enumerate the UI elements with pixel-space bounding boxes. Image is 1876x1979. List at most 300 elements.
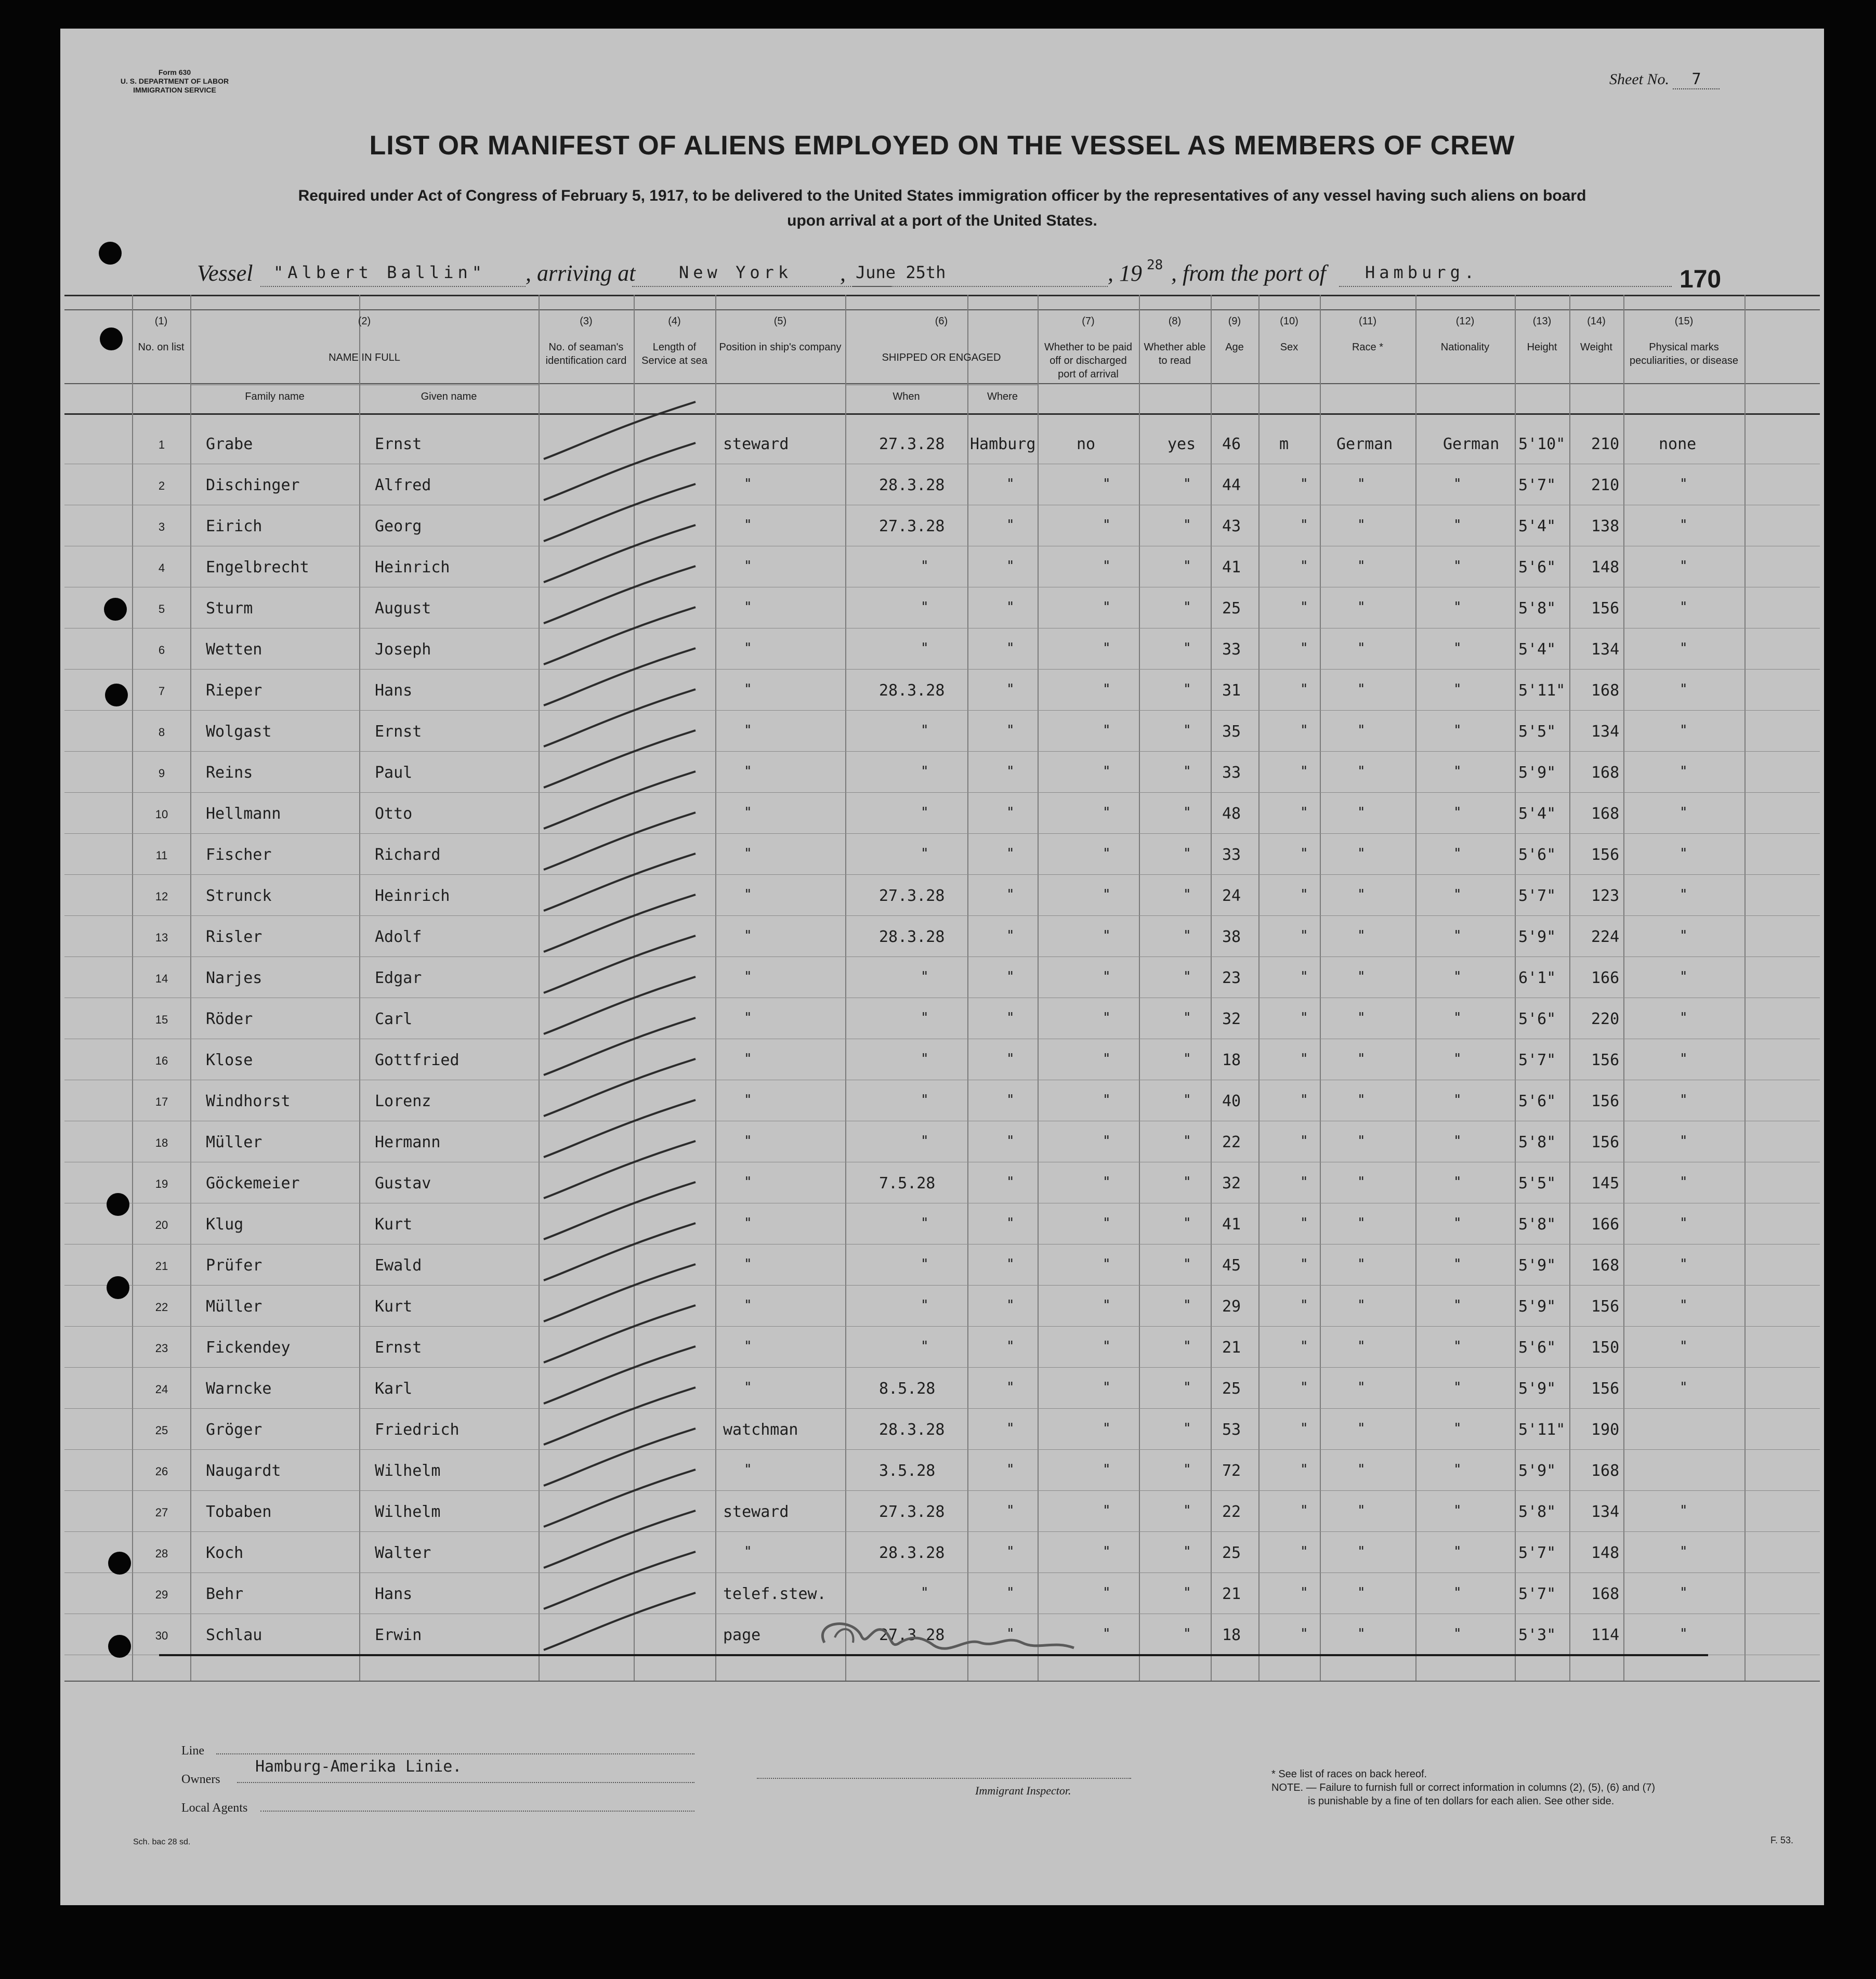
- cell-position: ": [744, 1215, 752, 1231]
- column-subheader: When: [893, 391, 920, 402]
- row-number: 19: [155, 1177, 168, 1190]
- column-number: (12): [1455, 316, 1475, 327]
- cell-nationality: ": [1453, 887, 1462, 902]
- column-header: Height: [1527, 342, 1557, 353]
- cell-height: 5'9": [1518, 928, 1556, 946]
- cell-when: 8.5.28: [879, 1380, 936, 1398]
- column-subheader: Family name: [245, 391, 305, 402]
- cell-nationality: ": [1453, 476, 1462, 492]
- cell-position: ": [744, 1339, 752, 1354]
- column-subheader: Given name: [421, 391, 477, 402]
- cell-age: 21: [1222, 1585, 1241, 1603]
- cell-paid-off: ": [1103, 805, 1111, 820]
- cell-height: 5'4": [1518, 640, 1556, 659]
- cell-when: ": [921, 1051, 929, 1067]
- cell-paid-off: ": [1103, 1133, 1111, 1149]
- cell-marks: ": [1680, 558, 1688, 574]
- cell-nationality: ": [1453, 723, 1462, 738]
- cell-position: ": [744, 1298, 752, 1313]
- cell-when: ": [921, 969, 929, 985]
- cell-position: ": [744, 1380, 752, 1395]
- cell-age: 32: [1222, 1010, 1241, 1028]
- column-number: (11): [1358, 316, 1377, 327]
- from-port-label: , from the port of: [1171, 260, 1326, 286]
- cell-position: steward: [723, 1503, 789, 1521]
- cell-age: 46: [1222, 435, 1241, 453]
- cell-read: ": [1183, 558, 1191, 574]
- column-number: (8): [1168, 316, 1182, 327]
- column-number: (15): [1674, 316, 1694, 327]
- cell-where: ": [1006, 1503, 1015, 1518]
- cell-given: Ernst: [375, 435, 422, 453]
- cell-paid-off: ": [1103, 1544, 1111, 1559]
- cell-weight: 210: [1591, 435, 1620, 453]
- cell-marks: ": [1680, 846, 1688, 861]
- arrival-port: New York: [679, 263, 793, 282]
- cell-age: 24: [1222, 887, 1241, 905]
- cell-given: Edgar: [375, 969, 422, 987]
- cell-where: ": [1006, 928, 1015, 943]
- cell-sex: ": [1300, 1215, 1308, 1231]
- column-header: Nationality: [1440, 342, 1490, 353]
- cell-weight: 156: [1591, 599, 1620, 618]
- row-number: 8: [158, 726, 165, 739]
- cell-read: ": [1183, 1421, 1191, 1436]
- cell-position: steward: [723, 435, 789, 453]
- cell-nationality: ": [1453, 1051, 1462, 1067]
- cell-paid-off: ": [1103, 1503, 1111, 1518]
- cell-family: Grabe: [206, 435, 253, 453]
- schedule-note: Sch. bac 28 sd.: [133, 1838, 191, 1846]
- cell-race: ": [1357, 640, 1366, 656]
- cell-paid-off: ": [1103, 558, 1111, 574]
- row-number: 4: [158, 561, 165, 574]
- form-no-line: Form 630: [158, 68, 191, 76]
- punch-hole: [108, 1635, 131, 1658]
- cell-paid-off: ": [1103, 681, 1111, 697]
- cell-when: ": [921, 1298, 929, 1313]
- cell-position: ": [744, 1174, 752, 1190]
- column-header: Position in ship's company: [719, 342, 842, 353]
- cell-height: 6'1": [1518, 969, 1556, 987]
- cell-sex: ": [1300, 1503, 1308, 1518]
- cell-read: ": [1183, 640, 1191, 656]
- cell-read: ": [1183, 1626, 1191, 1642]
- cell-height: 5'8": [1518, 1503, 1556, 1521]
- cell-family: Narjes: [206, 969, 263, 987]
- cell-paid-off: ": [1103, 1626, 1111, 1642]
- cell-given: Heinrich: [375, 558, 450, 576]
- cell-family: Göckemeier: [206, 1174, 300, 1192]
- cell-height: 5'9": [1518, 1380, 1556, 1398]
- cell-family: Röder: [206, 1010, 253, 1028]
- cell-when: ": [921, 723, 929, 738]
- column-number: (2): [358, 316, 371, 327]
- row-number: 23: [155, 1342, 168, 1355]
- vessel-name: "Albert Ballin": [273, 263, 486, 282]
- cell-family: Hellmann: [206, 805, 281, 823]
- cell-where: ": [1006, 764, 1015, 779]
- cell-family: Müller: [206, 1298, 263, 1316]
- cell-when: 28.3.28: [879, 1544, 945, 1562]
- cell-age: 33: [1222, 640, 1241, 659]
- cell-paid-off: ": [1103, 476, 1111, 492]
- cell-nationality: ": [1453, 1462, 1462, 1477]
- cell-age: 41: [1222, 1215, 1241, 1234]
- cell-given: Alfred: [375, 476, 431, 494]
- punch-hole: [107, 1193, 129, 1216]
- row-number: 12: [155, 890, 168, 903]
- inspector-signature: [804, 1606, 1095, 1663]
- cell-read: ": [1183, 1215, 1191, 1231]
- cell-where: ": [1006, 1626, 1015, 1642]
- sheet-number: [1609, 70, 1720, 89]
- cell-position: ": [744, 805, 752, 820]
- cell-weight: 148: [1591, 1544, 1620, 1562]
- arrival-date: June 25th: [856, 263, 946, 282]
- cell-family: Behr: [206, 1585, 244, 1603]
- cell-paid-off: ": [1103, 969, 1111, 985]
- cell-age: 38: [1222, 928, 1241, 946]
- cell-sex: ": [1300, 928, 1308, 943]
- row-number: 20: [155, 1218, 168, 1231]
- cell-nationality: ": [1453, 1298, 1462, 1313]
- cell-race: ": [1357, 1215, 1366, 1231]
- cell-marks: ": [1680, 1174, 1688, 1190]
- cell-where: ": [1006, 1585, 1015, 1601]
- cell-race: ": [1357, 1626, 1366, 1642]
- cell-given: Gottfried: [375, 1051, 460, 1069]
- column-number: (10): [1280, 316, 1298, 327]
- year-suffix: 28: [1147, 257, 1163, 273]
- cell-race: ": [1357, 1339, 1366, 1354]
- cell-nationality: ": [1453, 805, 1462, 820]
- cell-position: ": [744, 517, 752, 533]
- column-header: Whether to be paid off or discharged port of arrival: [1044, 342, 1132, 380]
- cell-height: 5'3": [1518, 1626, 1556, 1644]
- cell-position: ": [744, 558, 752, 574]
- cell-given: Paul: [375, 764, 413, 782]
- cell-race: ": [1357, 1462, 1366, 1477]
- cell-nationality: ": [1453, 1626, 1462, 1642]
- cell-paid-off: ": [1103, 1298, 1111, 1313]
- cell-sex: ": [1300, 1174, 1308, 1190]
- cell-marks: ": [1680, 723, 1688, 738]
- cell-where: ": [1006, 1339, 1015, 1354]
- cell-height: 5'9": [1518, 1298, 1556, 1316]
- punch-hole: [107, 1276, 129, 1299]
- cell-height: 5'9": [1518, 1462, 1556, 1480]
- cell-given: Kurt: [375, 1215, 413, 1234]
- cell-weight: 168: [1591, 1585, 1620, 1603]
- comma-1: ,: [840, 260, 846, 286]
- cell-read: ": [1183, 846, 1191, 861]
- cell-family: Wolgast: [206, 723, 272, 741]
- cell-read: ": [1183, 1133, 1191, 1149]
- cell-marks: ": [1680, 681, 1688, 697]
- cell-weight: 134: [1591, 723, 1620, 741]
- cell-height: 5'11": [1518, 681, 1566, 700]
- cell-where: ": [1006, 640, 1015, 656]
- cell-when: 27.3.28: [879, 1626, 945, 1644]
- cell-paid-off: ": [1103, 1174, 1111, 1190]
- row-number: 15: [155, 1013, 168, 1026]
- cell-nationality: ": [1453, 517, 1462, 533]
- cell-read: ": [1183, 1298, 1191, 1313]
- form-number: [107, 68, 242, 95]
- cell-marks: ": [1680, 1585, 1688, 1601]
- cell-marks: ": [1680, 1298, 1688, 1313]
- cell-family: Koch: [206, 1544, 244, 1562]
- cell-family: Engelbrecht: [206, 558, 309, 576]
- cell-where: ": [1006, 723, 1015, 738]
- row-number: 13: [155, 931, 168, 944]
- row-number: 6: [158, 644, 165, 657]
- cell-age: 29: [1222, 1298, 1241, 1316]
- cell-when: 28.3.28: [879, 681, 945, 700]
- row-number: 29: [155, 1588, 168, 1601]
- cell-given: Wilhelm: [375, 1503, 441, 1521]
- form-reference: F. 53.: [1770, 1835, 1794, 1845]
- cell-when: ": [921, 1215, 929, 1231]
- cell-age: 72: [1222, 1462, 1241, 1480]
- cell-sex: ": [1300, 640, 1308, 656]
- column-header: Weight: [1580, 342, 1612, 353]
- cell-family: Gröger: [206, 1421, 263, 1439]
- cell-nationality: German: [1443, 435, 1500, 453]
- cell-family: Risler: [206, 928, 263, 946]
- cell-race: ": [1357, 1051, 1366, 1067]
- punch-hole: [105, 684, 128, 706]
- cell-when: ": [921, 558, 929, 574]
- cell-height: 5'7": [1518, 1585, 1556, 1603]
- cell-race: ": [1357, 1133, 1366, 1149]
- cell-when: ": [921, 640, 929, 656]
- cell-given: Joseph: [375, 640, 431, 659]
- cell-race: ": [1357, 1421, 1366, 1436]
- cell-height: 5'10": [1518, 435, 1566, 453]
- cell-given: Otto: [375, 805, 413, 823]
- cell-age: 45: [1222, 1256, 1241, 1275]
- column-header: Age: [1225, 342, 1244, 353]
- cell-sex: ": [1300, 1380, 1308, 1395]
- cell-family: Windhorst: [206, 1092, 291, 1110]
- cell-marks: none: [1659, 435, 1697, 453]
- cell-sex: ": [1300, 1133, 1308, 1149]
- cell-when: ": [921, 599, 929, 615]
- cell-marks: ": [1680, 1256, 1688, 1272]
- cell-given: Hermann: [375, 1133, 441, 1151]
- column-number: (13): [1532, 316, 1552, 327]
- cell-weight: 190: [1591, 1421, 1620, 1439]
- cell-height: 5'11": [1518, 1421, 1566, 1439]
- cell-marks: ": [1680, 1339, 1688, 1354]
- cell-race: ": [1357, 805, 1366, 820]
- cell-paid-off: ": [1103, 1010, 1111, 1026]
- cell-when: ": [921, 1585, 929, 1601]
- cell-family: Wetten: [206, 640, 263, 659]
- cell-given: Heinrich: [375, 887, 450, 905]
- cell-family: Tobaben: [206, 1503, 272, 1521]
- cell-position: watchman: [723, 1421, 798, 1439]
- cell-sex: ": [1300, 599, 1308, 615]
- cell-when: ": [921, 846, 929, 861]
- cell-family: Reins: [206, 764, 253, 782]
- check-mark-icon: [540, 1589, 701, 1656]
- cell-race: ": [1357, 723, 1366, 738]
- cell-paid-off: ": [1103, 1462, 1111, 1477]
- cell-marks: ": [1680, 517, 1688, 533]
- cell-read: ": [1183, 928, 1191, 943]
- row-number: 14: [155, 972, 168, 985]
- cell-weight: 156: [1591, 1133, 1620, 1151]
- cell-where: ": [1006, 1544, 1015, 1559]
- subtitle-line-2: upon arrival at a port of the United States.: [787, 212, 1097, 229]
- cell-height: 5'6": [1518, 1339, 1556, 1357]
- cell-age: 43: [1222, 517, 1241, 535]
- column-number: (14): [1587, 316, 1606, 327]
- cell-position: ": [744, 476, 752, 492]
- cell-age: 48: [1222, 805, 1241, 823]
- cell-where: ": [1006, 1298, 1015, 1313]
- cell-marks: ": [1680, 1010, 1688, 1026]
- cell-family: Dischinger: [206, 476, 300, 494]
- cell-sex: ": [1300, 476, 1308, 492]
- cell-weight: 168: [1591, 805, 1620, 823]
- cell-nationality: ": [1453, 558, 1462, 574]
- row-number: 25: [155, 1424, 168, 1437]
- cell-weight: 220: [1591, 1010, 1620, 1028]
- cell-race: ": [1357, 1380, 1366, 1395]
- cell-weight: 123: [1591, 887, 1620, 905]
- cell-sex: ": [1300, 887, 1308, 902]
- cell-height: 5'6": [1518, 846, 1556, 864]
- cell-age: 44: [1222, 476, 1241, 494]
- cell-read: ": [1183, 599, 1191, 615]
- cell-paid-off: ": [1103, 928, 1111, 943]
- cell-read: ": [1183, 1010, 1191, 1026]
- service-line: IMMIGRATION SERVICE: [133, 86, 216, 94]
- cell-read: ": [1183, 1503, 1191, 1518]
- cell-sex: ": [1300, 764, 1308, 779]
- cell-where: ": [1006, 1256, 1015, 1272]
- cell-when: 28.3.28: [879, 476, 945, 494]
- cell-weight: 134: [1591, 640, 1620, 659]
- row-number: 11: [155, 849, 168, 862]
- cell-weight: 114: [1591, 1626, 1620, 1644]
- cell-sex: ": [1300, 1092, 1308, 1108]
- cell-read: ": [1183, 1380, 1191, 1395]
- cell-sex: ": [1300, 805, 1308, 820]
- cell-where: ": [1006, 1215, 1015, 1231]
- cell-nationality: ": [1453, 1585, 1462, 1601]
- cell-nationality: ": [1453, 1256, 1462, 1272]
- cell-family: Fischer: [206, 846, 272, 864]
- column-header: Length of Service at sea: [641, 342, 707, 366]
- cell-when: ": [921, 1010, 929, 1026]
- cell-family: Rieper: [206, 681, 263, 700]
- cell-race: ": [1357, 1544, 1366, 1559]
- cell-given: Friedrich: [375, 1421, 460, 1439]
- vessel-label: Vessel: [197, 260, 253, 286]
- cell-weight: 168: [1591, 1256, 1620, 1275]
- column-number: (4): [668, 316, 681, 327]
- cell-weight: 150: [1591, 1339, 1620, 1357]
- cell-position: ": [744, 723, 752, 738]
- cell-position: ": [744, 887, 752, 902]
- cell-family: Müller: [206, 1133, 263, 1151]
- cell-read: ": [1183, 805, 1191, 820]
- cell-given: Wilhelm: [375, 1462, 441, 1480]
- cell-when: ": [921, 1092, 929, 1108]
- cell-age: 18: [1222, 1051, 1241, 1069]
- column-number: (7): [1082, 316, 1095, 327]
- cell-weight: 210: [1591, 476, 1620, 494]
- cell-sex: ": [1300, 969, 1308, 985]
- cell-given: Karl: [375, 1380, 413, 1398]
- cell-race: ": [1357, 846, 1366, 861]
- cell-position: ": [744, 764, 752, 779]
- cell-sex: ": [1300, 723, 1308, 738]
- cell-paid-off: ": [1103, 1256, 1111, 1272]
- cell-position: ": [744, 599, 752, 615]
- cell-nationality: ": [1453, 599, 1462, 615]
- cell-height: 5'7": [1518, 1544, 1556, 1562]
- cell-nationality: ": [1453, 640, 1462, 656]
- cell-when: ": [921, 1133, 929, 1149]
- cell-race: ": [1357, 887, 1366, 902]
- cell-age: 41: [1222, 558, 1241, 576]
- cell-race: ": [1357, 599, 1366, 615]
- cell-nationality: ": [1453, 846, 1462, 861]
- cell-where: ": [1006, 681, 1015, 697]
- cell-nationality: ": [1453, 1133, 1462, 1149]
- cell-weight: 148: [1591, 558, 1620, 576]
- row-number: 21: [155, 1260, 168, 1273]
- cell-height: 5'7": [1518, 476, 1556, 494]
- cell-paid-off: ": [1103, 723, 1111, 738]
- cell-sex: ": [1300, 1421, 1308, 1436]
- row-number: 9: [158, 767, 165, 780]
- row-number: 30: [155, 1629, 168, 1642]
- cell-read: ": [1183, 1462, 1191, 1477]
- cell-read: ": [1183, 969, 1191, 985]
- cell-read: ": [1183, 476, 1191, 492]
- cell-where: ": [1006, 1133, 1015, 1149]
- cell-position: ": [744, 640, 752, 656]
- cell-family: Eirich: [206, 517, 263, 535]
- cell-weight: 168: [1591, 681, 1620, 700]
- cell-read: ": [1183, 1092, 1191, 1108]
- cell-nationality: ": [1453, 1503, 1462, 1518]
- cell-nationality: ": [1453, 1092, 1462, 1108]
- cell-position: ": [744, 1092, 752, 1108]
- cell-height: 5'6": [1518, 1010, 1556, 1028]
- row-number: 18: [155, 1136, 168, 1149]
- cell-family: Fickendey: [206, 1339, 291, 1357]
- sheet-label: Sheet No.: [1609, 71, 1669, 88]
- cell-given: Ernst: [375, 1339, 422, 1357]
- cell-age: 25: [1222, 599, 1241, 618]
- cell-sex: ": [1300, 681, 1308, 697]
- cell-marks: ": [1680, 1380, 1688, 1395]
- cell-height: 5'7": [1518, 1051, 1556, 1069]
- cell-weight: 168: [1591, 1462, 1620, 1480]
- cell-position: ": [744, 681, 752, 697]
- punch-hole: [100, 327, 123, 350]
- footer-note: [1271, 1767, 1791, 1808]
- local-agents-label: Local Agents: [181, 1801, 248, 1815]
